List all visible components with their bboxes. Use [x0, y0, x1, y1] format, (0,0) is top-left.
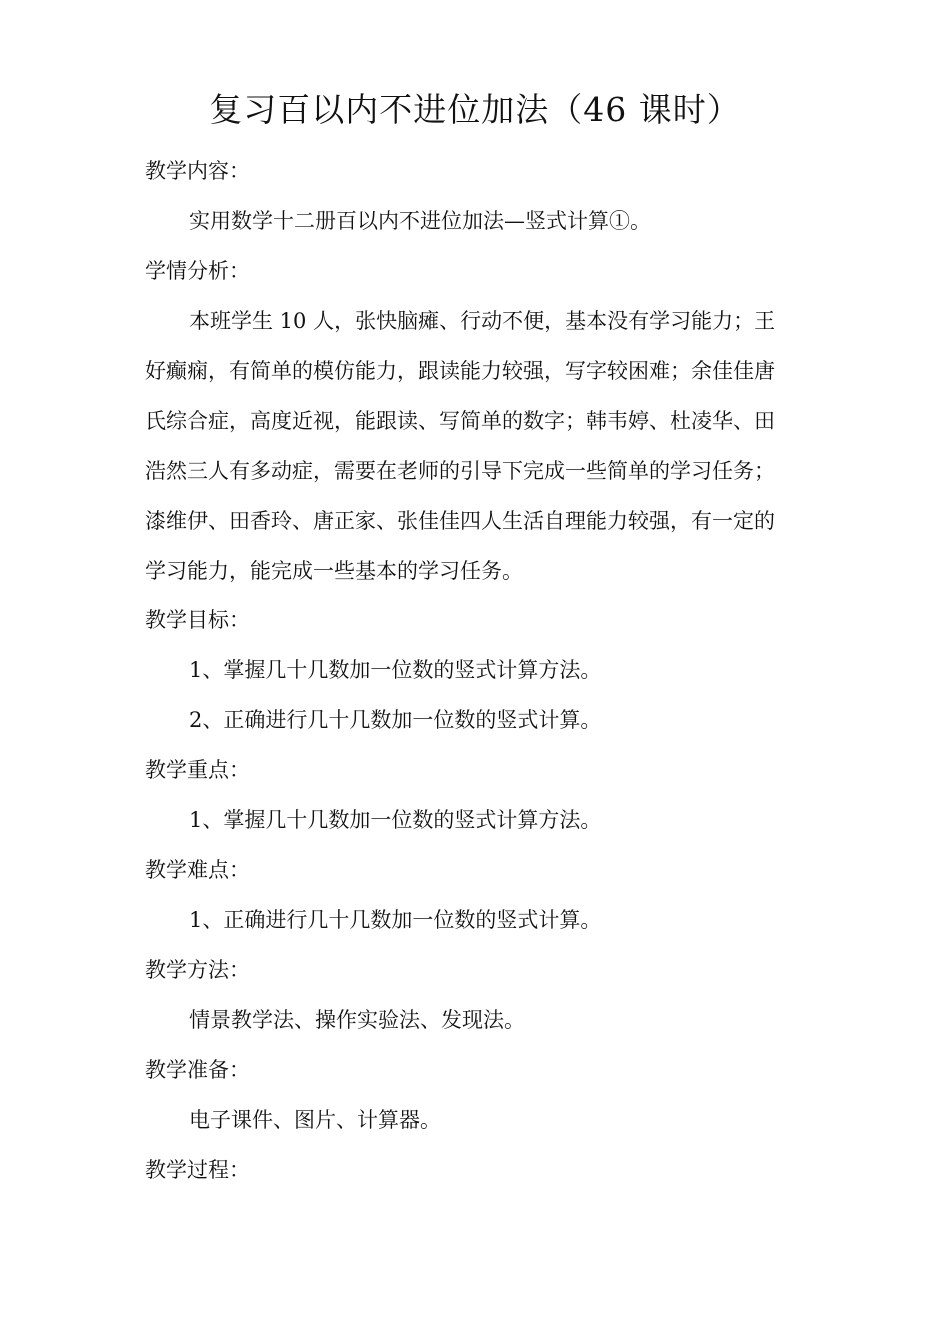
document-title: 复习百以内不进位加法（46 课时）: [209, 90, 741, 129]
analysis-line: 浩然三人有多动症，需要在老师的引导下完成一些简单的学习任务；: [145, 459, 775, 483]
preparation-text: 电子课件、图片、计算器。: [189, 1108, 441, 1132]
methods-text: 情景教学法、操作实验法、发现法。: [189, 1008, 525, 1032]
difficulty-item: 1、正确进行几十几数加一位数的竖式计算。: [189, 908, 602, 932]
section-heading-analysis: 学情分析：: [145, 259, 250, 283]
section-heading-methods: 教学方法：: [145, 958, 250, 982]
section-heading-objectives: 教学目标：: [145, 608, 250, 632]
section-heading-difficulties: 教学难点：: [145, 858, 250, 882]
section-heading-key-points: 教学重点：: [145, 758, 250, 782]
section-heading-preparation: 教学准备：: [145, 1058, 250, 1082]
analysis-line: 漆维伊、田香玲、唐正家、张佳佳四人生活自理能力较强，有一定的: [145, 509, 775, 533]
section-heading-content: 教学内容：: [145, 159, 250, 183]
analysis-line: 本班学生 10 人，张快脑瘫、行动不便，基本没有学习能力；王: [189, 309, 776, 333]
key-point-item: 1、掌握几十几数加一位数的竖式计算方法。: [189, 808, 602, 832]
section-heading-process: 教学过程：: [145, 1158, 250, 1182]
analysis-line: 氏综合症，高度近视，能跟读、写简单的数字；韩韦婷、杜凌华、田: [145, 409, 775, 433]
content-text: 实用数学十二册百以内不进位加法—竖式计算①。: [189, 209, 651, 233]
analysis-line: 好癫痫，有简单的模仿能力，跟读能力较强，写字较困难；余佳佳唐: [145, 359, 775, 383]
objective-item: 2、正确进行几十几数加一位数的竖式计算。: [189, 708, 602, 732]
analysis-line: 学习能力，能完成一些基本的学习任务。: [145, 559, 523, 583]
objective-item: 1、掌握几十几数加一位数的竖式计算方法。: [189, 658, 602, 682]
